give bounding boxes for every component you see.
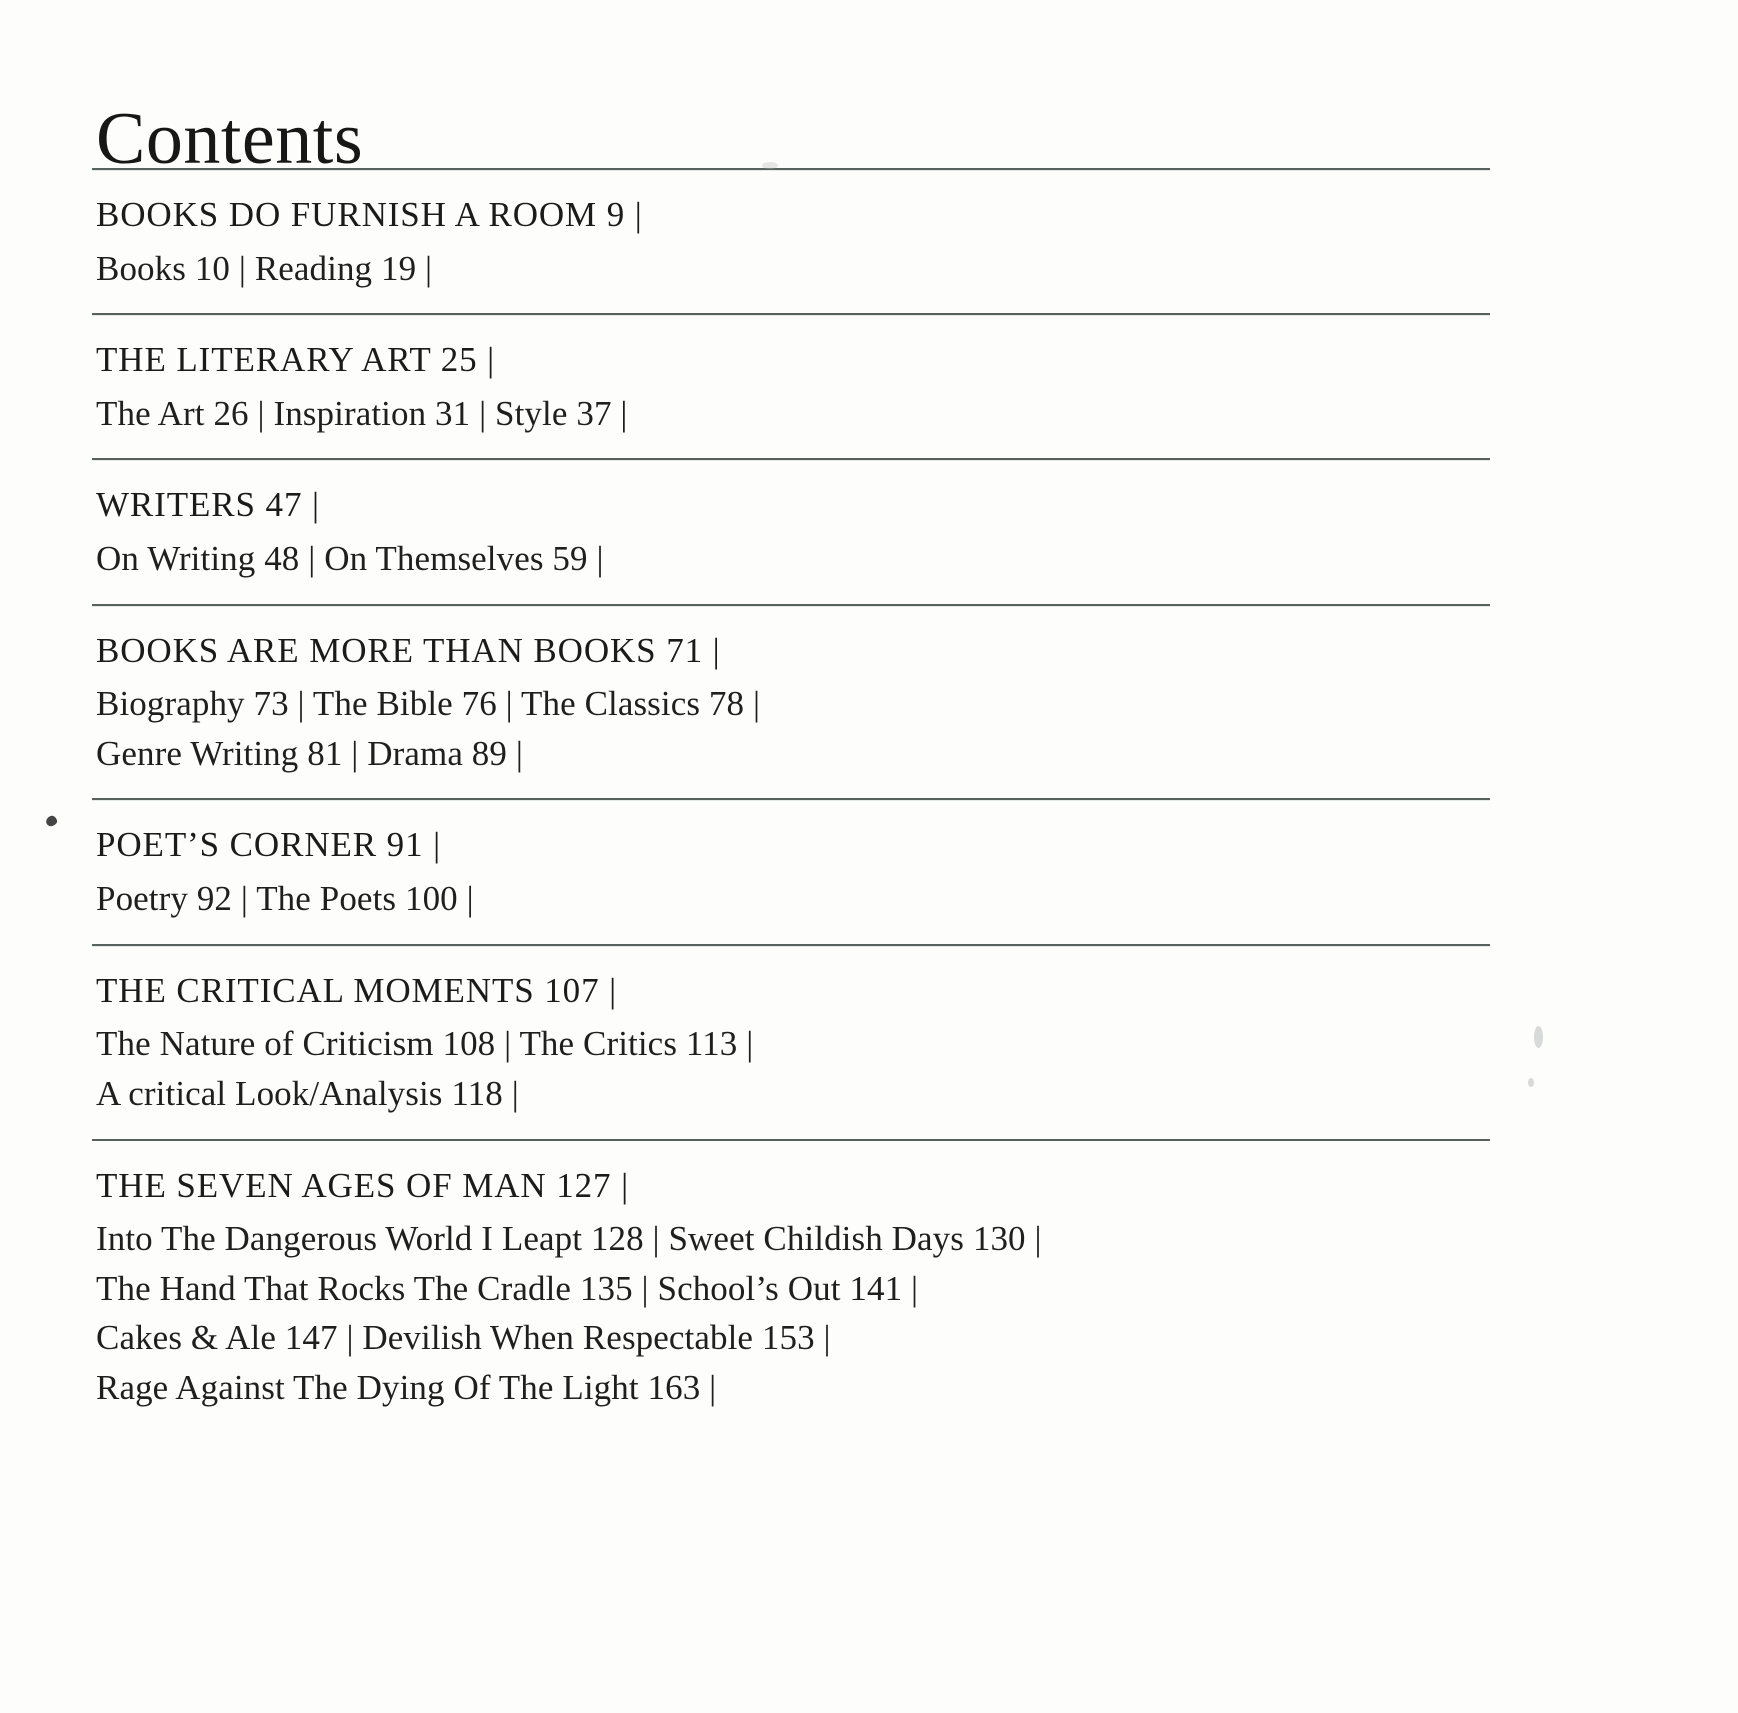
section-title[interactable]: WRITERS 47 |: [96, 485, 320, 525]
toc-section: [92, 460, 1492, 603]
section-title[interactable]: POET’S CORNER 91 |: [96, 825, 442, 865]
scan-speck: [762, 162, 778, 169]
section-title[interactable]: BOOKS DO FURNISH A ROOM 9 |: [96, 195, 643, 234]
toc-section-body: [92, 460, 1492, 603]
section-entry-line[interactable]: Genre Writing 81 | Drama 89 |: [96, 733, 523, 773]
section-title[interactable]: BOOKS ARE MORE THAN BOOKS 71 |: [96, 630, 721, 670]
scan-speck: [1528, 1078, 1534, 1087]
section-title[interactable]: THE LITERARY ART 25 |: [96, 340, 496, 380]
toc-section-body: [92, 800, 1492, 943]
toc-section-body: [92, 606, 1492, 799]
page-title: Contents: [96, 97, 364, 180]
section-entry-line[interactable]: The Art 26 | Inspiration 31 | Style 37 |: [96, 393, 628, 433]
section-entry-line[interactable]: A critical Look/Analysis 118 |: [96, 1073, 519, 1113]
toc-section: [92, 1141, 1492, 1433]
section-entry-line[interactable]: Biography 73 | The Bible 76 | The Classics 78 |: [96, 684, 761, 724]
section-title[interactable]: THE CRITICAL MOMENTS 107 |: [96, 970, 618, 1010]
margin-ink-mark-icon: [45, 815, 59, 828]
section-entry-line[interactable]: On Writing 48 | On Themselves 59 |: [96, 538, 604, 578]
section-entry-line[interactable]: Rage Against The Dying Of The Light 163 |: [96, 1368, 717, 1408]
toc-section-body: [92, 946, 1492, 1139]
section-entry-line[interactable]: The Nature of Criticism 108 | The Critics 113 |: [96, 1024, 754, 1064]
section-entry-line[interactable]: Cakes & Ale 147 | Devilish When Respectable 153 |: [96, 1318, 831, 1358]
toc-section: [92, 170, 1492, 313]
toc-section-body: [92, 1141, 1492, 1433]
toc-section: [92, 606, 1492, 799]
toc-section-body: [92, 170, 1492, 313]
scan-speck: [1534, 1026, 1543, 1048]
section-entry-line[interactable]: Poetry 92 | The Poets 100 |: [96, 878, 474, 918]
toc-section: [92, 800, 1492, 943]
section-entry-line[interactable]: Books 10 | Reading 19 |: [96, 248, 433, 288]
section-entry-line[interactable]: Into The Dangerous World I Leapt 128 | Sweet Childish Days 130 |: [96, 1219, 1042, 1258]
toc-section: [92, 946, 1492, 1139]
section-title[interactable]: THE SEVEN AGES OF MAN 127 |: [96, 1165, 629, 1205]
toc-section: [92, 315, 1492, 458]
section-entry-line[interactable]: The Hand That Rocks The Cradle 135 | School’s Out 141 |: [96, 1268, 919, 1308]
table-of-contents: [92, 168, 1492, 1433]
toc-section-body: [92, 315, 1492, 458]
